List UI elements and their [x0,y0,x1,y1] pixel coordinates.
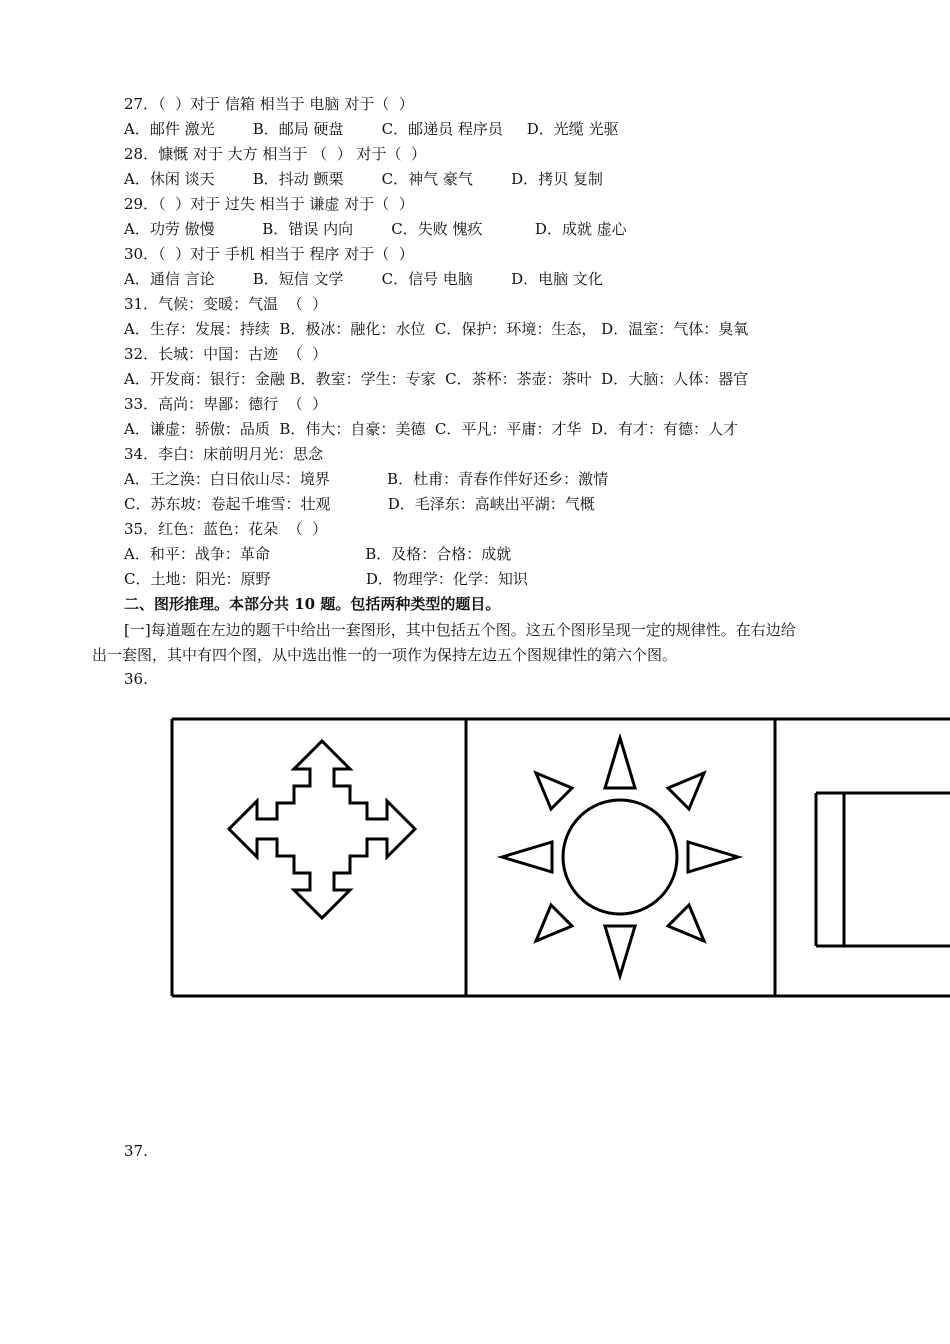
q33-stem: 33．高尚：卑鄙：德行 （ ） [124,395,328,413]
section2-intro-line2: 出一套图，其中有四个图，从中选出惟一的一项作为保持左边五个图规律性的第六个图。 [92,646,678,664]
q34-option-c-d: C．苏东坡：卷起千堆雪：壮观 D．毛泽东：高峡出平湖：气概 [124,495,595,513]
q35-option-a-b: A．和平：战争：革命 B．及格：合格：成就 [124,545,512,563]
q27-stem: 27．（ ）对于 信箱 相当于 电脑 对于（ ） [124,95,414,113]
q29-options: A．功劳 傲慢 B．错误 内向 C．失败 愧疚 D．成就 虚心 [124,220,627,238]
rectangle-icon [816,793,950,946]
four-way-arrow-icon [229,741,415,918]
q29-stem: 29．（ ）对于 过失 相当于 谦虚 对于（ ） [124,195,414,213]
q28-stem: 28．慷慨 对于 大方 相当于 （ ） 对于（ ） [124,145,427,163]
q30-stem: 30．（ ）对于 手机 相当于 程序 对于（ ） [124,245,414,263]
q34-stem: 34．李白：床前明月光：思念 [124,445,324,463]
q28-options: A．休闲 谈天 B．抖动 颤栗 C．神气 豪气 D．拷贝 复制 [124,170,603,188]
q34-option-a-b: A．王之涣：白日依山尽：境界 B．杜甫：青春作伴好还乡：激情 [124,470,609,488]
q31-options: A．生存：发展：持续 B．极冰：融化：水位 C．保护：环境：生态， D．温室：气体：臭氧 [124,320,749,338]
q36-label: 36. [124,670,148,688]
q32-stem: 32．长城：中国：古迹 （ ） [124,345,328,363]
section2-intro-line1: [一]每道题在左边的题干中给出一套图形，其中包括五个图。这五个图形呈现一定的规律性。在右边给 [124,621,796,639]
q35-option-c-d: C．土地：阳光：原野 D．物理学：化学：知识 [124,570,528,588]
q36-figure [168,716,950,1004]
q32-options: A．开发商：银行：金融 B．教室：学生：专家 C．茶杯：茶壶：茶叶 D．大脑：人体：器官 [124,370,749,388]
q35-stem: 35．红色：蓝色：花朵 （ ） [124,520,328,538]
q37-label: 37. [124,1142,148,1160]
section2-heading: 二、图形推理。本部分共 10 题。包括两种类型的题目。 [124,595,501,613]
q31-stem: 31．气候：变暖：气温 （ ） [124,295,328,313]
q27-options: A．邮件 激光 B．邮局 硬盘 C．邮递员 程序员 D．光缆 光驱 [124,120,619,138]
q30-options: A．通信 言论 B．短信 文学 C．信号 电脑 D．电脑 文化 [124,270,603,288]
q33-options: A．谦虚：骄傲：品质 B．伟大：自豪：美德 C．平凡：平庸：才华 D．有才：有德：人才 [124,420,738,438]
sun-icon [502,738,738,976]
